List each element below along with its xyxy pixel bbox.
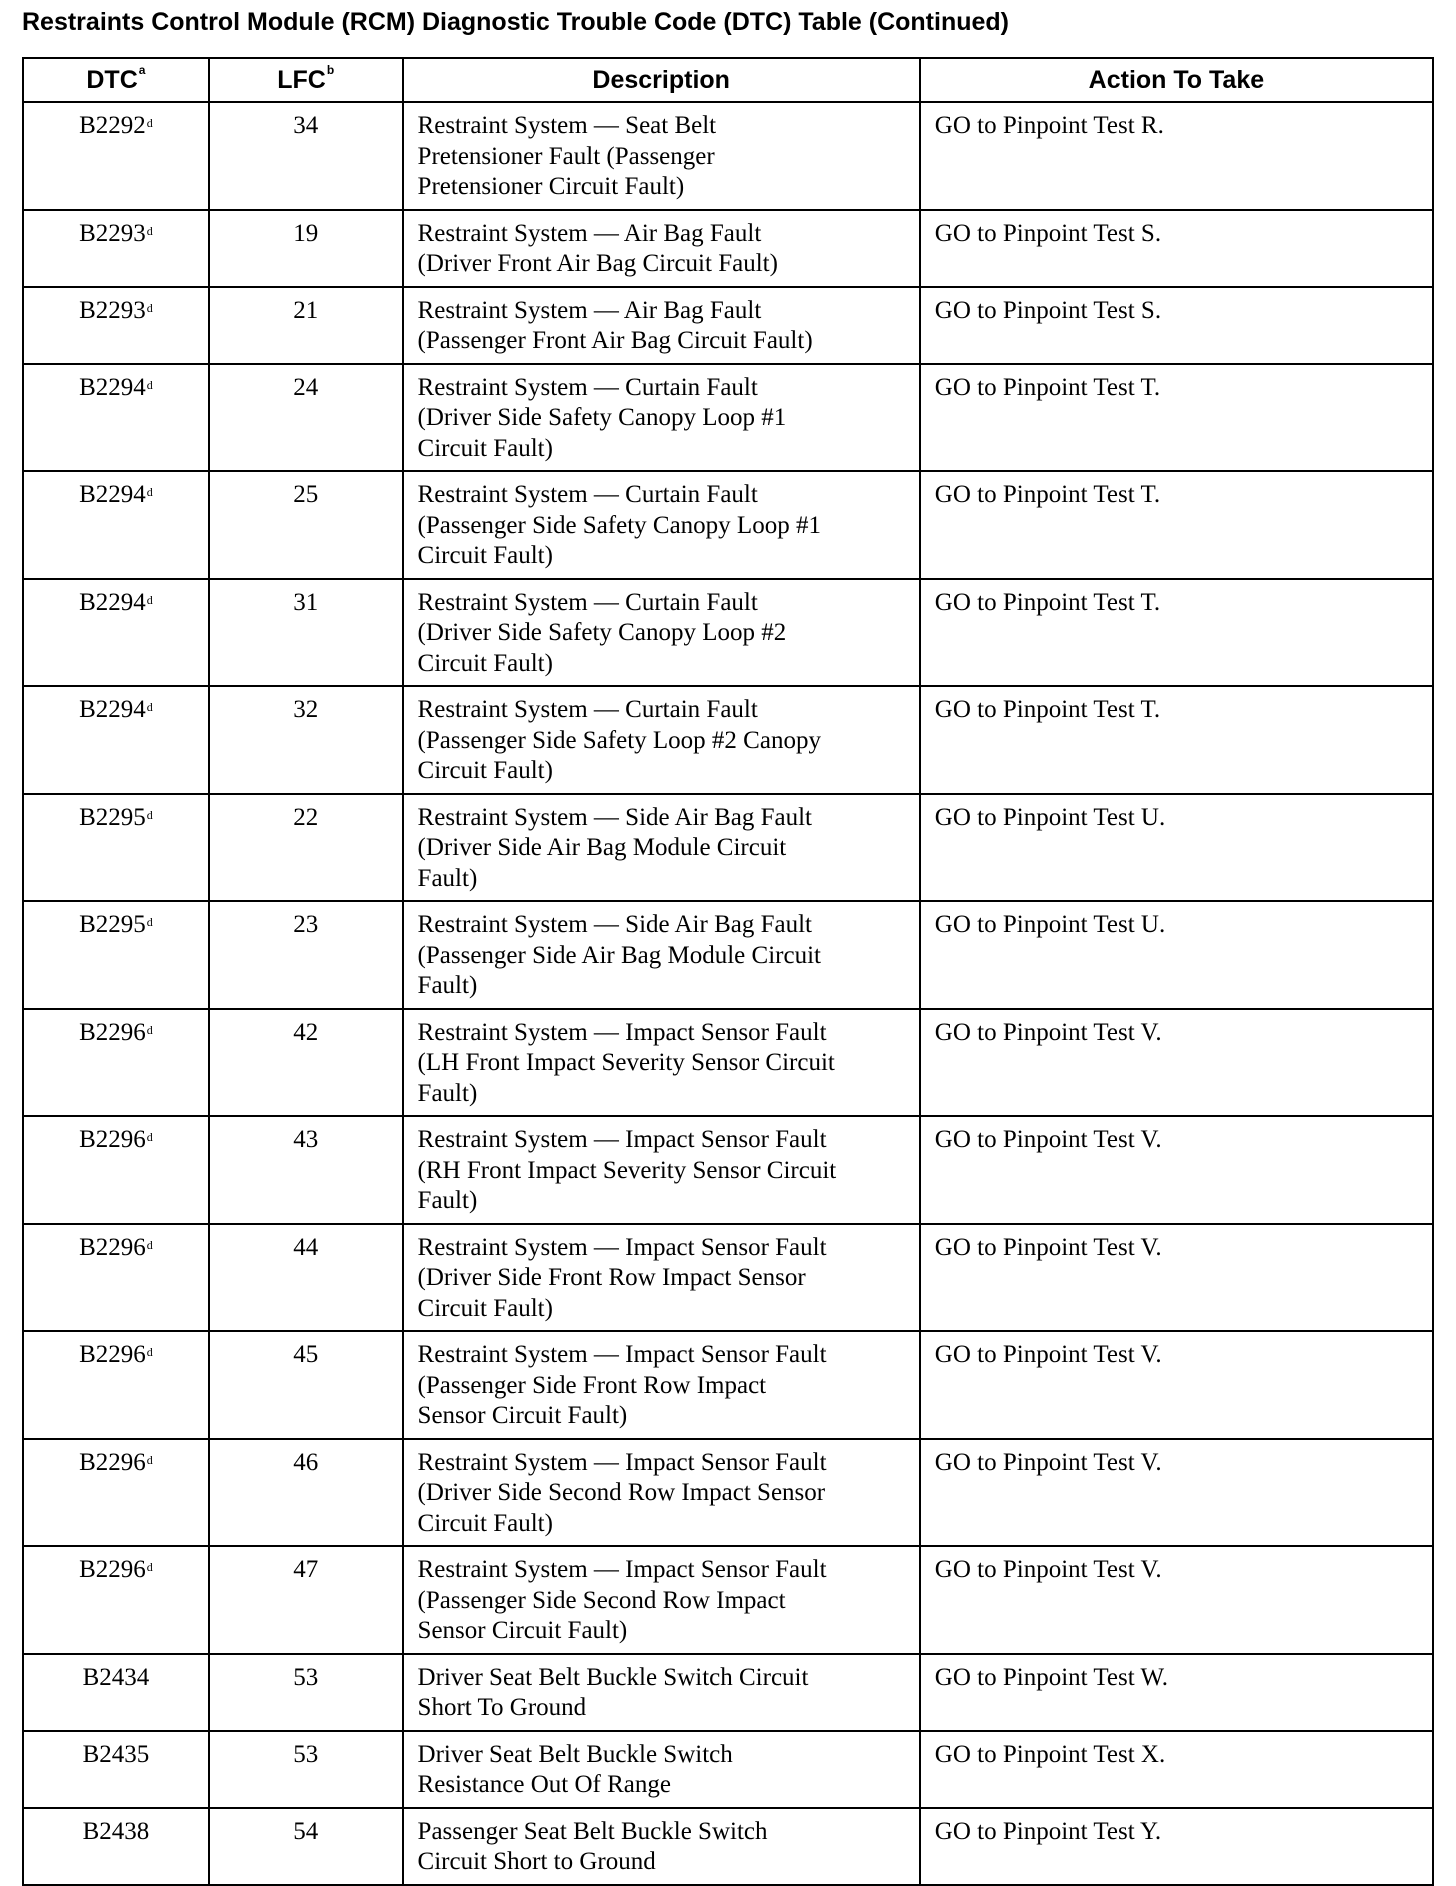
header-lfc: LFC$^b$ <box>209 58 403 102</box>
description-line: Fault) <box>417 864 478 892</box>
footnote-marker: d <box>146 485 153 499</box>
description-line: (Driver Front Air Bag Circuit Fault) <box>417 250 778 277</box>
lfc-cell: 47 <box>209 1546 403 1654</box>
dtc-table <box>22 57 1434 1886</box>
description-line: (Passenger Side Second Row Impact <box>417 1586 786 1614</box>
footnote-marker: d <box>146 1130 153 1144</box>
action-cell: GO to Pinpoint Test S. <box>920 210 1433 287</box>
lfc-cell: 46 <box>209 1439 403 1547</box>
dtc-cell <box>23 364 209 472</box>
description-cell <box>403 579 920 687</box>
lfc-cell: 32 <box>209 686 403 794</box>
table-row <box>23 471 1433 579</box>
table-row <box>23 579 1433 687</box>
dtc-cell <box>23 1009 209 1117</box>
dtc-cell <box>23 686 209 794</box>
table-header-row <box>23 58 1433 102</box>
dtc-code: B2296 <box>79 1556 146 1583</box>
description-line: Circuit Short to Ground <box>417 1848 656 1875</box>
description-line: (LH Front Impact Severity Sensor Circuit <box>417 1049 835 1076</box>
lfc-cell: 53 <box>209 1654 403 1731</box>
description-line: (Passenger Front Air Bag Circuit Fault) <box>417 327 813 354</box>
action-cell: GO to Pinpoint Test S. <box>920 287 1433 364</box>
dtc-code: B2435 <box>82 1740 150 1768</box>
dtc-cell <box>23 1224 209 1332</box>
lfc-cell: 25 <box>209 471 403 579</box>
footnote-marker: d <box>146 300 153 315</box>
description-line: (Passenger Side Air Bag Module Circuit <box>417 941 821 969</box>
dtc-cell <box>23 1808 209 1885</box>
table-row <box>23 1654 1433 1731</box>
dtc-code: B2294 <box>79 481 146 508</box>
dtc-code: B2296 <box>79 1233 146 1261</box>
description-cell <box>403 1009 920 1117</box>
dtc-code: B2295 <box>79 803 146 831</box>
description-line: (RH Front Impact Severity Sensor Circuit <box>417 1156 837 1184</box>
table-row <box>23 901 1433 1009</box>
description-line: Restraint System — Impact Sensor Fault <box>417 1126 827 1153</box>
description-line: Fault) <box>417 1079 478 1107</box>
dtc-cell <box>23 1731 209 1808</box>
action-cell: GO to Pinpoint Test V. <box>920 1009 1433 1117</box>
description-cell <box>403 901 920 1009</box>
description-line: (Passenger Side Front Row Impact <box>417 1371 767 1399</box>
table-row <box>23 102 1433 210</box>
description-line: (Passenger Side Safety Loop #2 Canopy <box>417 726 821 754</box>
action-cell: GO to Pinpoint Test X. <box>920 1731 1433 1808</box>
description-line: (Driver Side Second Row Impact Sensor <box>417 1479 826 1506</box>
description-line: (Driver Side Front Row Impact Sensor <box>417 1264 806 1291</box>
dtc-code: B2296 <box>79 1448 146 1476</box>
dtc-cell <box>23 794 209 902</box>
table-row <box>23 1731 1433 1808</box>
description-line: Circuit Fault) <box>417 434 553 462</box>
lfc-cell: 34 <box>209 102 403 210</box>
dtc-code: B2434 <box>82 1663 150 1691</box>
lfc-cell: 45 <box>209 1331 403 1439</box>
description-cell <box>403 1331 920 1439</box>
description-line: Circuit Fault) <box>417 1294 553 1322</box>
dtc-cell <box>23 102 209 210</box>
lfc-cell: 21 <box>209 287 403 364</box>
description-line: Driver Seat Belt Buckle Switch Circuit <box>417 1663 809 1691</box>
description-line: (Driver Side Air Bag Module Circuit <box>417 834 787 861</box>
header-action: Action To Take <box>920 58 1433 102</box>
lfc-cell: 24 <box>209 364 403 472</box>
description-line: Resistance Out Of Range <box>417 1771 671 1798</box>
action-cell: GO to Pinpoint Test R. <box>920 102 1433 210</box>
table-body <box>23 102 1433 1885</box>
lfc-cell: 22 <box>209 794 403 902</box>
footnote-marker: d <box>146 807 153 822</box>
description-cell <box>403 686 920 794</box>
footnote-marker: d <box>146 1345 153 1359</box>
lfc-cell: 54 <box>209 1808 403 1885</box>
footnote-marker: d <box>146 1560 153 1574</box>
description-cell <box>403 102 920 210</box>
dtc-code: B2293 <box>79 296 146 324</box>
description-line: Fault) <box>417 972 478 999</box>
description-line: Restraint System — Curtain Fault <box>417 588 758 616</box>
action-cell: GO to Pinpoint Test T. <box>920 364 1433 472</box>
description-line: Circuit Fault) <box>417 757 553 784</box>
description-line: Restraint System — Seat Belt <box>417 112 717 139</box>
table-row <box>23 794 1433 902</box>
dtc-code: B2295 <box>79 911 146 938</box>
description-line: Restraint System — Side Air Bag Fault <box>417 911 812 938</box>
action-cell: GO to Pinpoint Test T. <box>920 579 1433 687</box>
table-row <box>23 1009 1433 1117</box>
description-cell <box>403 1116 920 1224</box>
description-cell <box>403 210 920 287</box>
dtc-code: B2292 <box>79 112 146 139</box>
description-line: Restraint System — Curtain Fault <box>417 696 758 723</box>
action-cell: GO to Pinpoint Test T. <box>920 686 1433 794</box>
description-line: Circuit Fault) <box>417 649 553 677</box>
table-row <box>23 1331 1433 1439</box>
description-cell <box>403 364 920 472</box>
description-cell <box>403 287 920 364</box>
lfc-cell: 53 <box>209 1731 403 1808</box>
footnote-marker: d <box>146 116 153 130</box>
header-description: Description <box>403 58 920 102</box>
description-line: Circuit Fault) <box>417 542 553 569</box>
lfc-cell: 42 <box>209 1009 403 1117</box>
table-row <box>23 686 1433 794</box>
table-row <box>23 1439 1433 1547</box>
description-line: Restraint System — Curtain Fault <box>417 481 758 508</box>
lfc-cell: 23 <box>209 901 403 1009</box>
action-cell: GO to Pinpoint Test V. <box>920 1331 1433 1439</box>
description-line: (Driver Side Safety Canopy Loop #1 <box>417 404 787 431</box>
description-line: Restraint System — Impact Sensor Fault <box>417 1448 827 1476</box>
description-line: Passenger Seat Belt Buckle Switch <box>417 1817 768 1845</box>
action-cell: GO to Pinpoint Test W. <box>920 1654 1433 1731</box>
dtc-cell <box>23 471 209 579</box>
footnote-marker: d <box>146 223 153 238</box>
description-cell <box>403 1439 920 1547</box>
footnote-marker: d <box>146 1452 153 1467</box>
dtc-code: B2438 <box>82 1817 150 1845</box>
footnote-marker: d <box>146 1237 153 1252</box>
description-cell <box>403 1224 920 1332</box>
dtc-cell <box>23 1331 209 1439</box>
description-cell <box>403 471 920 579</box>
dtc-cell <box>23 901 209 1009</box>
description-cell <box>403 1808 920 1885</box>
description-line: Driver Seat Belt Buckle Switch <box>417 1740 733 1768</box>
dtc-code: B2296 <box>79 1018 146 1046</box>
description-line: Restraint System — Curtain Fault <box>417 373 758 401</box>
dtc-cell <box>23 1116 209 1224</box>
table-row <box>23 287 1433 364</box>
dtc-code: B2294 <box>79 373 146 401</box>
description-cell <box>403 1654 920 1731</box>
footnote-marker: d <box>146 700 153 714</box>
footnote-marker: d <box>146 915 153 929</box>
description-line: (Driver Side Safety Canopy Loop #2 <box>417 619 787 646</box>
description-line: Sensor Circuit Fault) <box>417 1402 628 1429</box>
dtc-code: B2293 <box>79 219 146 247</box>
dtc-cell <box>23 287 209 364</box>
action-cell: GO to Pinpoint Test V. <box>920 1546 1433 1654</box>
description-line: Pretensioner Circuit Fault) <box>417 173 685 200</box>
description-cell <box>403 1546 920 1654</box>
action-cell: GO to Pinpoint Test V. <box>920 1439 1433 1547</box>
description-cell <box>403 794 920 902</box>
dtc-cell <box>23 579 209 687</box>
dtc-code: B2296 <box>79 1126 146 1153</box>
dtc-cell <box>23 210 209 287</box>
dtc-cell <box>23 1654 209 1731</box>
description-line: Restraint System — Air Bag Fault <box>417 296 762 324</box>
action-cell: GO to Pinpoint Test V. <box>920 1116 1433 1224</box>
table-row <box>23 364 1433 472</box>
description-line: Restraint System — Impact Sensor Fault <box>417 1233 827 1261</box>
lfc-cell: 31 <box>209 579 403 687</box>
dtc-code: B2296 <box>79 1341 146 1368</box>
description-line: Restraint System — Impact Sensor Fault <box>417 1341 827 1368</box>
action-cell: GO to Pinpoint Test Y. <box>920 1808 1433 1885</box>
description-line: Pretensioner Fault (Passenger <box>417 142 715 170</box>
action-cell: GO to Pinpoint Test U. <box>920 794 1433 902</box>
lfc-cell: 43 <box>209 1116 403 1224</box>
description-line: Restraint System — Impact Sensor Fault <box>417 1556 827 1583</box>
description-line: Restraint System — Side Air Bag Fault <box>417 803 812 831</box>
footnote-marker: d <box>146 592 153 607</box>
action-cell: GO to Pinpoint Test T. <box>920 471 1433 579</box>
description-line: Restraint System — Air Bag Fault <box>417 219 762 247</box>
dtc-cell <box>23 1546 209 1654</box>
description-line: (Passenger Side Safety Canopy Loop #1 <box>417 511 821 539</box>
action-cell: GO to Pinpoint Test V. <box>920 1224 1433 1332</box>
description-line: Fault) <box>417 1187 478 1214</box>
description-line: Short To Ground <box>417 1694 587 1721</box>
footnote-marker: d <box>146 1022 153 1037</box>
table-row <box>23 1808 1433 1885</box>
footnote-marker: d <box>146 377 153 392</box>
description-line: Sensor Circuit Fault) <box>417 1617 628 1644</box>
table-row <box>23 1546 1433 1654</box>
lfc-cell: 19 <box>209 210 403 287</box>
dtc-code: B2294 <box>79 696 146 723</box>
table-row <box>23 1224 1433 1332</box>
header-dtc: DTC$^a$ <box>23 58 209 102</box>
table-row <box>23 210 1433 287</box>
table-row <box>23 1116 1433 1224</box>
dtc-cell <box>23 1439 209 1547</box>
action-cell: GO to Pinpoint Test U. <box>920 901 1433 1009</box>
description-line: Circuit Fault) <box>417 1509 553 1537</box>
lfc-cell: 44 <box>209 1224 403 1332</box>
page-title: Restraints Control Module (RCM) Diagnostic Trouble Code (DTC) Table (Continued) <box>22 8 1009 36</box>
description-cell <box>403 1731 920 1808</box>
description-line: Restraint System — Impact Sensor Fault <box>417 1018 827 1046</box>
dtc-code: B2294 <box>79 588 146 616</box>
